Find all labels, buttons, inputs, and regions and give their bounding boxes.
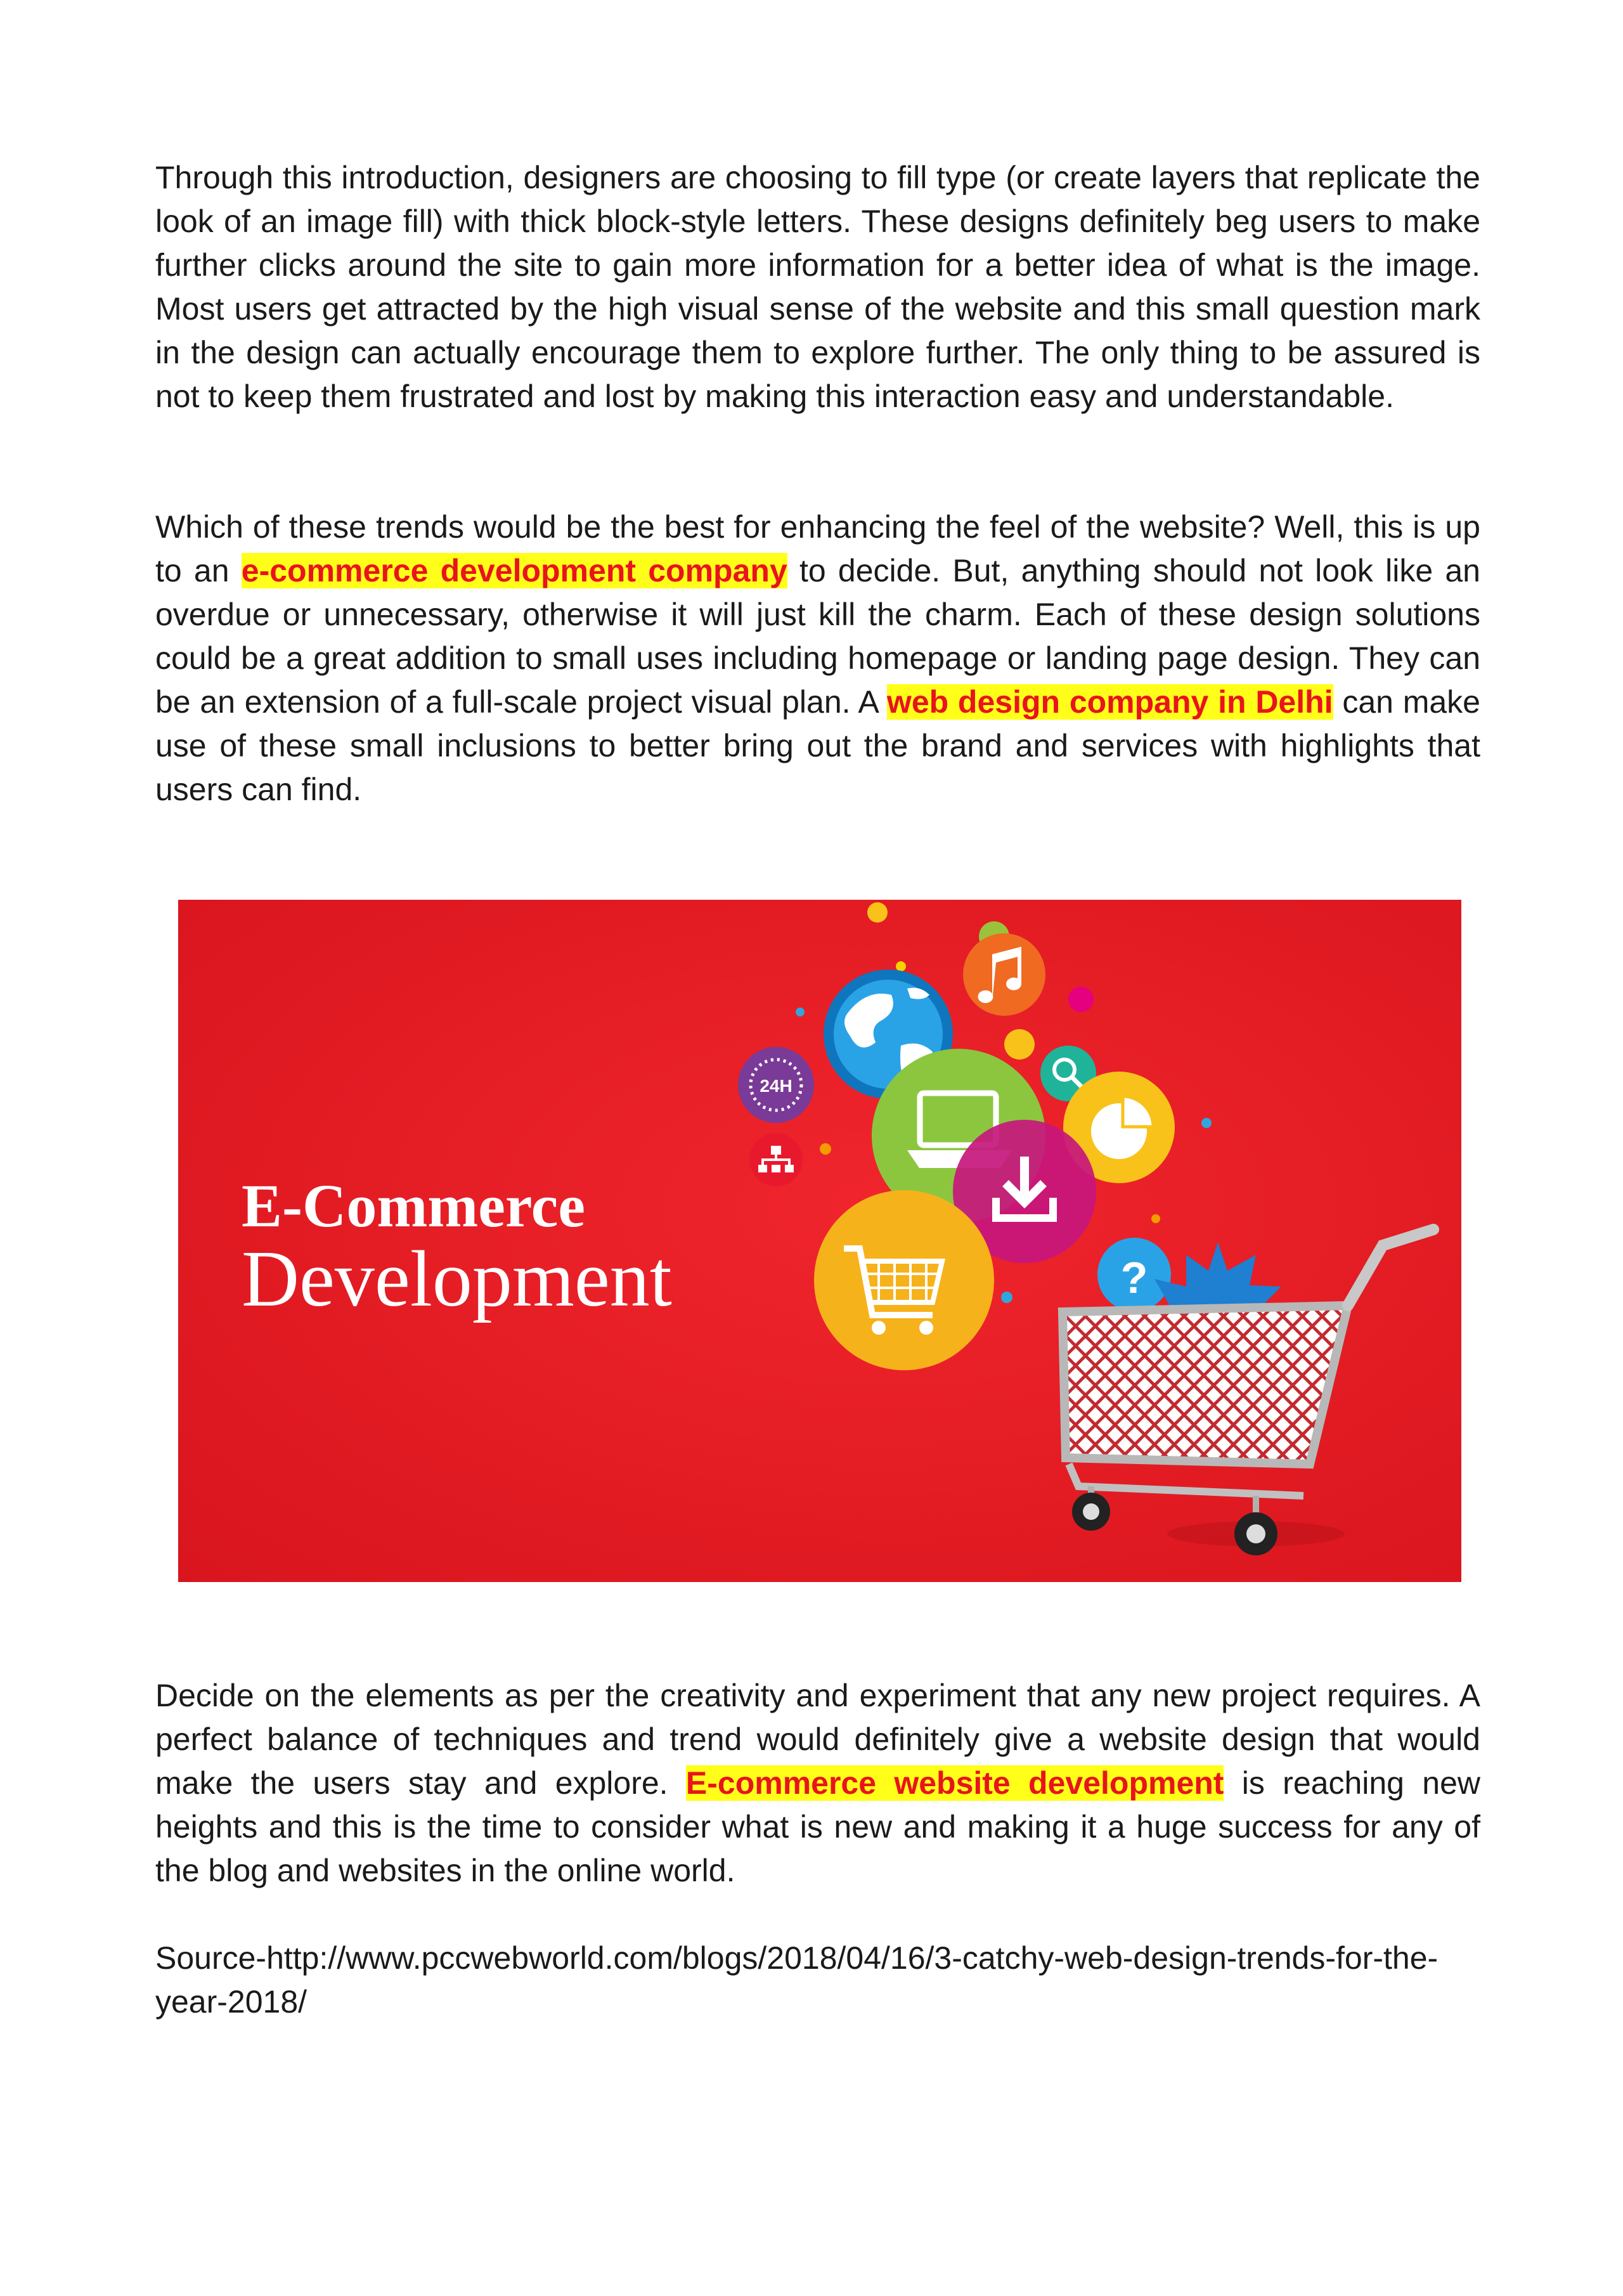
intro-paragraph: Through this introduction, designers are choosing to fill type (or create layers that replicate the look of an image fill) with thick block-style letters. These designs definitely beg users to make further clicks around the site to gain more information for a better idea of what is the image. Most users get attracted by the high visual sense of the website and this small question mark in the design can actually encourage them to explore further. The only thing to be assured is not to keep them frustrated and lost by making this interaction easy and understandable.	[155, 160, 1480, 414]
24h-badge-label: 24H	[760, 1076, 792, 1096]
ecommerce-banner-image	[178, 900, 1461, 1582]
conclusion-text-1: Decide on the elements as per the creativity and experiment that any new project requires. A perfect balance of techniques and trend would definitely give a website design that would make the users stay and explore.	[155, 1678, 1480, 1801]
svg-text:?: ?	[1120, 1253, 1148, 1302]
banner-title-line1: E-Commerce	[242, 1172, 585, 1240]
web-design-company-delhi-link[interactable]: web design company in Delhi	[886, 684, 1333, 720]
shopping-cart-bubble-icon	[814, 1190, 994, 1370]
music-note-icon	[963, 933, 1045, 1016]
conclusion-paragraph	[155, 1674, 1480, 1893]
trends-paragraph	[155, 505, 1480, 812]
conclusion-text-2: is reaching new heights and this is the time to consider what is new and making it a huge success for any of the blog and websites in the online world.	[155, 1765, 1481, 1888]
trends-text-3: can make use of these small inclusions to better bring out the brand and services with highlights that users can find.	[155, 684, 1480, 807]
trends-text-2: to decide. But, anything should not look like an overdue or unnecessary, otherwise it will just kill the charm. Each of these design solutions could be a great addition to small uses including homepage or landing page design. They can be an extension of a full-scale project visual plan. A	[155, 553, 1480, 720]
banner-illustration	[178, 900, 1461, 1582]
help-icon	[1097, 1238, 1171, 1311]
sitemap-icon	[749, 1133, 803, 1186]
trends-text-1: Which of these trends would be the best for enhancing the feel of the website? Well, this is up to an	[155, 509, 1480, 588]
ecommerce-development-company-link[interactable]: e-commerce development company	[241, 553, 787, 588]
source-citation: Source-http://www.pccwebworld.com/blogs/2018/04/16/3-catchy-web-design-trends-for-the-year-2018/	[155, 1940, 1439, 2020]
ecommerce-website-development-link[interactable]: E-commerce website development	[685, 1765, 1224, 1801]
banner-title-line2: Development	[242, 1235, 672, 1323]
24h-support-icon	[738, 1047, 814, 1123]
